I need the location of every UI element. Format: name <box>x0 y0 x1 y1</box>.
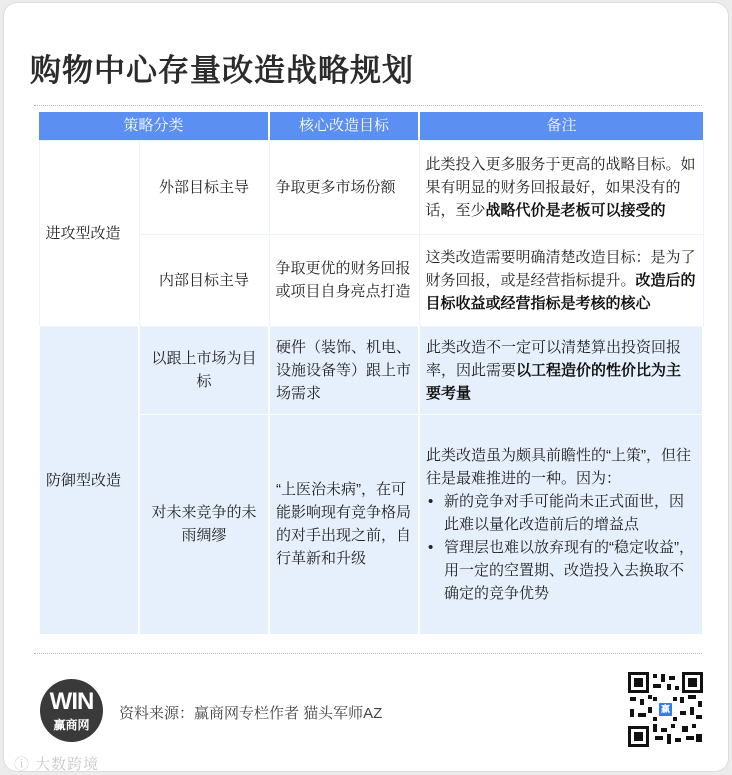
header-category: 策略分类 <box>39 112 269 140</box>
top-divider <box>34 105 702 106</box>
note-highlight: 战略代价是老板可以接受的 <box>485 201 666 219</box>
logo-mark-text: WIN <box>49 688 94 715</box>
note-text: 此类投入更多服务于更高的战略目标。如果有明显的财务回报最好，如果没有的话，至少 <box>425 155 696 219</box>
subcategory-cell: 以跟上市场为目标 <box>139 326 269 414</box>
yingshang-logo <box>40 679 103 742</box>
note-highlight: 改造后的目标收益或经营指标是考核的核心 <box>425 271 696 312</box>
note-highlight: 以工程造价的性价比为主要考量 <box>426 361 682 402</box>
note-text: 此类改造虽为颇具前瞻性的“上策”，但往往是最难推进的一种。因为： <box>426 446 692 487</box>
header-goal: 核心改造目标 <box>269 112 419 140</box>
category-defensive: 防御型改造 <box>39 326 139 634</box>
qr-code-icon <box>628 672 703 747</box>
goal-cell: 争取更优的财务回报或项目自身亮点打造 <box>269 234 419 326</box>
note-cell <box>419 140 703 234</box>
table-row <box>39 234 703 326</box>
source-credit: 资料来源：赢商网专栏作者 猫头军师AZ <box>119 705 383 722</box>
subcategory-cell: 对未来竞争的未雨绸缪 <box>139 414 269 634</box>
subcategory-cell: 内部目标主导 <box>139 234 269 326</box>
subcategory-cell: 外部目标主导 <box>139 140 269 234</box>
note-cell <box>419 414 703 634</box>
table-row <box>39 140 703 234</box>
infographic-card <box>3 2 729 772</box>
goal-cell: 硬件（装饰、机电、设施设备等）跟上市场需求 <box>269 326 419 414</box>
header-note: 备注 <box>419 112 703 140</box>
note-text: 此类改造不一定可以清楚算出投资回报率，因此需要 <box>426 338 682 379</box>
table-header-row <box>39 112 703 140</box>
goal-cell: 争取更多市场份额 <box>269 140 419 234</box>
table-row <box>39 326 703 414</box>
strategy-table <box>38 112 704 635</box>
logo-mark <box>40 688 103 716</box>
goal-cell: “上医治未病”，在可能影响现有竞争格局的对手出现之前，自行革新和升级 <box>269 414 419 634</box>
note-cell <box>419 234 703 326</box>
logo-brand-text: 赢商网 <box>53 718 90 732</box>
note-cell <box>419 326 703 414</box>
note-text: 这类改造需要明确清楚改造目标：是为了财务回报，或是经营指标提升。 <box>425 248 696 289</box>
watermark: ⓘ 大数跨境 <box>14 756 100 773</box>
page-title: 购物中心存量改造战略规划 <box>30 53 414 88</box>
note-bullet-list <box>426 490 696 605</box>
category-offensive: 进攻型改造 <box>39 140 139 326</box>
list-item: • 管理层也难以放弃现有的“稳定收益”，用一定的空置期、改造投入去换取不确定的竞争优势 <box>426 536 696 605</box>
bottom-divider <box>34 653 702 654</box>
table-row <box>39 414 703 634</box>
qr-center-badge: 赢商 <box>657 701 674 718</box>
list-item: • 新的竞争对手可能尚未正式面世，因此难以量化改造前后的增益点 <box>426 490 696 536</box>
